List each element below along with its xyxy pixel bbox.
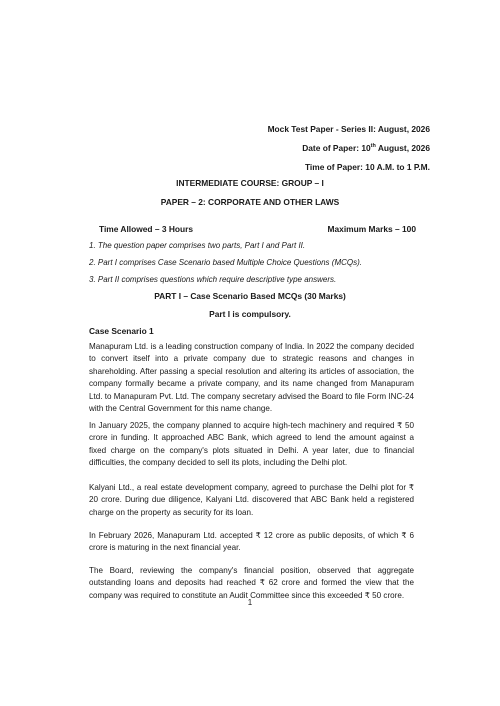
page-number: 1 (247, 598, 253, 607)
paper-title: PAPER – 2: CORPORATE AND OTHER LAWS (160, 197, 340, 207)
date-line (302, 143, 430, 153)
instruction-1: 1. The question paper comprises two parts, Part I and Part II. (89, 241, 306, 250)
course-title: INTERMEDIATE COURSE: GROUP – I (176, 178, 324, 188)
date-ordinal: th (370, 143, 376, 150)
date-suffix: August, 2026 (375, 143, 430, 153)
time-allowed: Time Allowed – 3 Hours (99, 224, 194, 234)
date-prefix: Date of Paper: 10 (302, 143, 371, 153)
case-paragraph-5: The Board, reviewing the company's financial position, observed that aggregate outstanding loans and deposits had reached ₹ 62 crore and formed the view that the company was required to constitute an Audit Committee since this exceeded ₹ 50 crore. (89, 566, 414, 600)
case-paragraph-4: In February 2026, Manapuram Ltd. accepted ₹ 12 crore as public deposits, of which ₹ 6 crore is maturing in the next financial year. (89, 531, 414, 553)
case-paragraph-3: Kalyani Ltd., a real estate development company, agreed to purchase the Delhi plot for ₹ 20 crore. During due diligence, Kalyani Ltd. discovered that ABC Bank held a registered charge on the property as security for its loan. (89, 483, 414, 517)
time-line: Time of Paper: 10 A.M. to 1 P.M. (304, 162, 430, 172)
instruction-2: 2. Part I comprises Case Scenario based Multiple Choice Questions (MCQs). (89, 258, 362, 267)
series-line: Mock Test Paper - Series II: August, 2026 (267, 124, 430, 134)
maximum-marks: Maximum Marks – 100 (327, 224, 416, 234)
part-note: Part I is compulsory. (209, 309, 291, 319)
part-title: PART I – Case Scenario Based MCQs (30 Marks) (154, 291, 346, 301)
case-paragraph-2: In January 2025, the company planned to acquire high-tech machinery and required ₹ 50 crore in funding. It approached ABC Bank, which agreed to lend the amount against a fixed charge on the company's plots situated in Delhi. A year later, due to financial difficulties, the company decided to sell its plots, including the Delhi plot. (89, 421, 414, 468)
instruction-3: 3. Part II comprises questions which require descriptive type answers. (89, 275, 337, 284)
case-scenario-title: Case Scenario 1 (89, 326, 154, 336)
case-paragraph-1: Manapuram Ltd. is a leading construction company of India. In 2022 the company decided to convert itself into a private company due to strategic reasons and changes in shareholding. After passing a special resolution and altering its articles of association, the company formally became a private company, and its name changed from Manapuram Ltd. to Manapuram Pvt. Ltd. The company secretary advised the Board to file Form INC-24 with the Central Government for this name change. (89, 342, 414, 414)
